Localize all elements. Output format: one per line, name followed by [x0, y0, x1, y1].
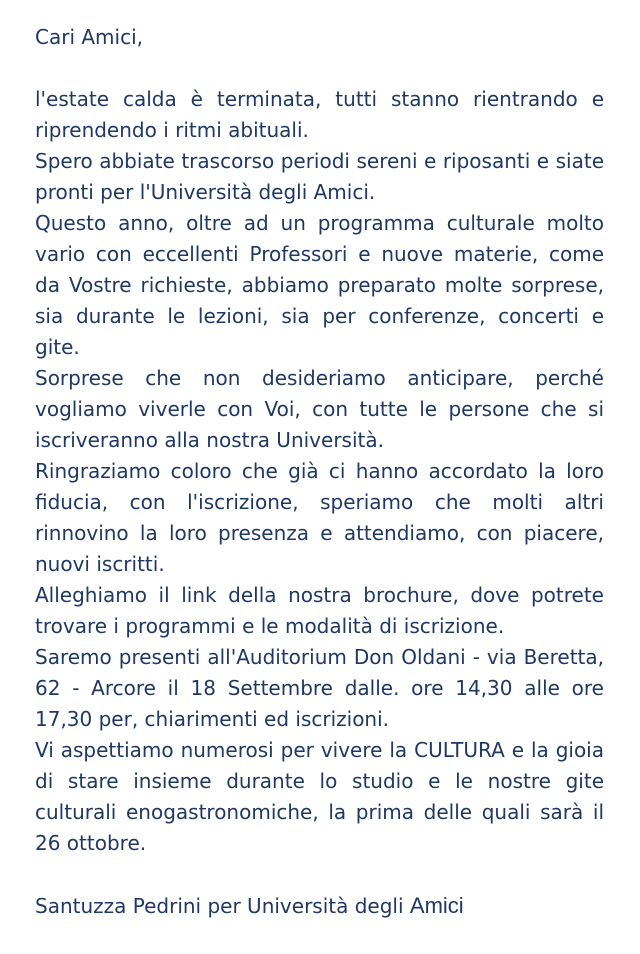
- signature: [35, 890, 604, 922]
- paragraph-program: Questo anno, oltre ad un programma culturale molto vario con eccellenti Professori e nuove materie, come da Vostre richieste, abbiamo preparato molte sorprese, sia durante le lezioni, sia per conferenze, concerti e gite.: [35, 211, 604, 359]
- paragraph-closing-invite: Vi aspettiamo numerosi per vivere la CULTURA e la gioia di stare insieme durante lo studio e le nostre gite culturali enogastronomiche, la prima delle quali sarà il 26 ottobre.: [35, 738, 604, 855]
- signature-organization-name: Amici: [409, 893, 464, 918]
- greeting: Cari Amici,: [35, 25, 143, 49]
- paragraph-surprises: Sorprese che non desideriamo anticipare, perché vogliamo viverle con Voi, con tutte le persone che si iscriveranno alla nostra Università.: [35, 366, 604, 452]
- paragraph-hope-rested: Spero abbiate trascorso periodi sereni e riposanti e siate pronti per l'Università degli Amici.: [35, 149, 604, 204]
- paragraph-thanks: Ringraziamo coloro che già ci hanno accordato la loro fiducia, con l'iscrizione, speriamo che molti altri rinnovino la loro presenza e attendiamo, con piacere, nuovi iscritti.: [35, 459, 604, 576]
- paragraph-summer-ended: l'estate calda è terminata, tutti stanno rientrando e riprendendo i ritmi abituali.: [35, 87, 604, 142]
- paragraph-auditorium-event: Saremo presenti all'Auditorium Don Oldani - via Beretta, 62 - Arcore il 18 Settembre dalle. ore 14,30 alle ore 17,30 per, chiarimenti ed iscrizioni.: [35, 645, 604, 731]
- signature-text: Santuzza Pedrini per Università degli: [35, 894, 410, 918]
- paragraph-brochure-link: Alleghiamo il link della nostra brochure, dove potrete trovare i programmi e le modalità di iscrizione.: [35, 583, 604, 638]
